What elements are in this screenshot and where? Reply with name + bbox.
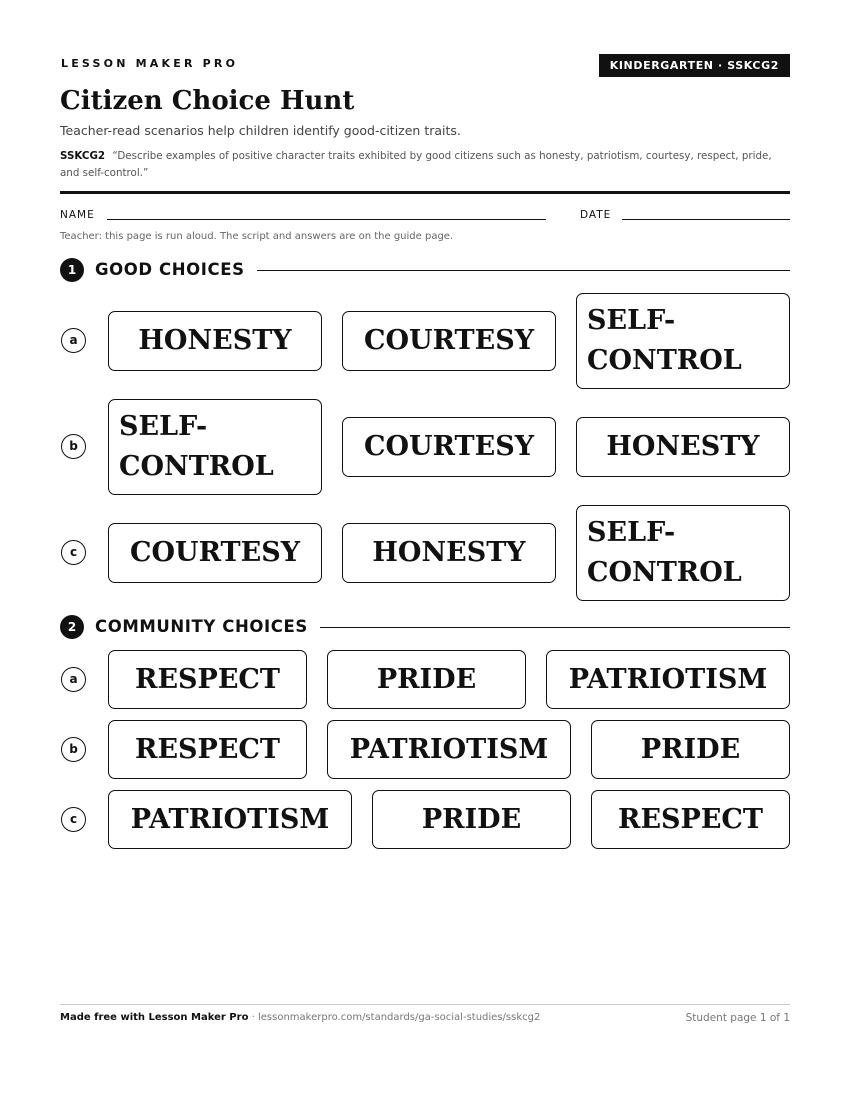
standard-description xyxy=(60,148,792,182)
choice-honesty[interactable]: HONESTY xyxy=(108,311,322,371)
choice-respect[interactable]: RESPECT xyxy=(108,650,307,709)
section-good-choices xyxy=(60,258,790,282)
grade-standard-badge: KINDERGARTEN · SSKCG2 xyxy=(599,54,790,77)
choice-pride[interactable]: PRIDE xyxy=(591,720,790,779)
section-title: COMMUNITY CHOICES xyxy=(95,616,320,638)
page-title: Citizen Choice Hunt xyxy=(60,86,355,116)
choice-patriotism[interactable]: PATRIOTISM xyxy=(108,790,352,849)
footer-url: · lessonmakerpro.com/standards/ga-social-studies/sskcg2 xyxy=(248,1012,541,1023)
section-title: GOOD CHOICES xyxy=(95,259,257,281)
choice-honesty[interactable]: HONESTY xyxy=(342,523,556,583)
choice-self-control[interactable]: SELF-CONTROL xyxy=(108,399,322,495)
section-number: 2 xyxy=(60,615,84,639)
choice-courtesy[interactable]: COURTESY xyxy=(108,523,322,583)
header-divider xyxy=(60,191,790,194)
footer-divider xyxy=(60,1004,790,1005)
row-letter: b xyxy=(61,737,86,762)
choice-respect[interactable]: RESPECT xyxy=(108,720,307,779)
footer-credit xyxy=(60,1012,540,1023)
choice-patriotism[interactable]: PATRIOTISM xyxy=(546,650,790,709)
name-field[interactable] xyxy=(107,219,546,220)
choice-self-control[interactable]: SELF-CONTROL xyxy=(576,293,790,389)
section-number: 1 xyxy=(60,258,84,282)
row-letter: c xyxy=(61,540,86,565)
choice-honesty[interactable]: HONESTY xyxy=(576,417,790,477)
name-label: NAME xyxy=(60,209,95,221)
standard-code: SSKCG2 xyxy=(60,150,106,162)
brand-name: LESSON MAKER PRO xyxy=(61,57,239,70)
section-community-choices xyxy=(60,615,790,639)
teacher-note: Teacher: this page is run aloud. The script and answers are on the guide page. xyxy=(60,231,454,242)
date-field[interactable] xyxy=(622,219,790,220)
choice-respect[interactable]: RESPECT xyxy=(591,790,790,849)
row-letter: c xyxy=(61,807,86,832)
choice-courtesy[interactable]: COURTESY xyxy=(342,417,556,477)
page-subtitle: Teacher-read scenarios help children identify good-citizen traits. xyxy=(60,123,461,138)
row-letter: a xyxy=(61,667,86,692)
row-letter: a xyxy=(61,328,86,353)
choice-self-control[interactable]: SELF-CONTROL xyxy=(576,505,790,601)
footer-made-with: Made free with Lesson Maker Pro xyxy=(60,1012,249,1023)
footer-page-number: Student page 1 of 1 xyxy=(685,1012,790,1024)
choice-pride[interactable]: PRIDE xyxy=(372,790,571,849)
choice-courtesy[interactable]: COURTESY xyxy=(342,311,556,371)
date-label: DATE xyxy=(580,209,612,221)
standard-text: “Describe examples of positive character traits exhibited by good citizens such as honesty, patriotism, courtesy, respect, pride, and self-control.” xyxy=(60,150,772,179)
choice-pride[interactable]: PRIDE xyxy=(327,650,526,709)
choice-patriotism[interactable]: PATRIOTISM xyxy=(327,720,571,779)
row-letter: b xyxy=(61,434,86,459)
